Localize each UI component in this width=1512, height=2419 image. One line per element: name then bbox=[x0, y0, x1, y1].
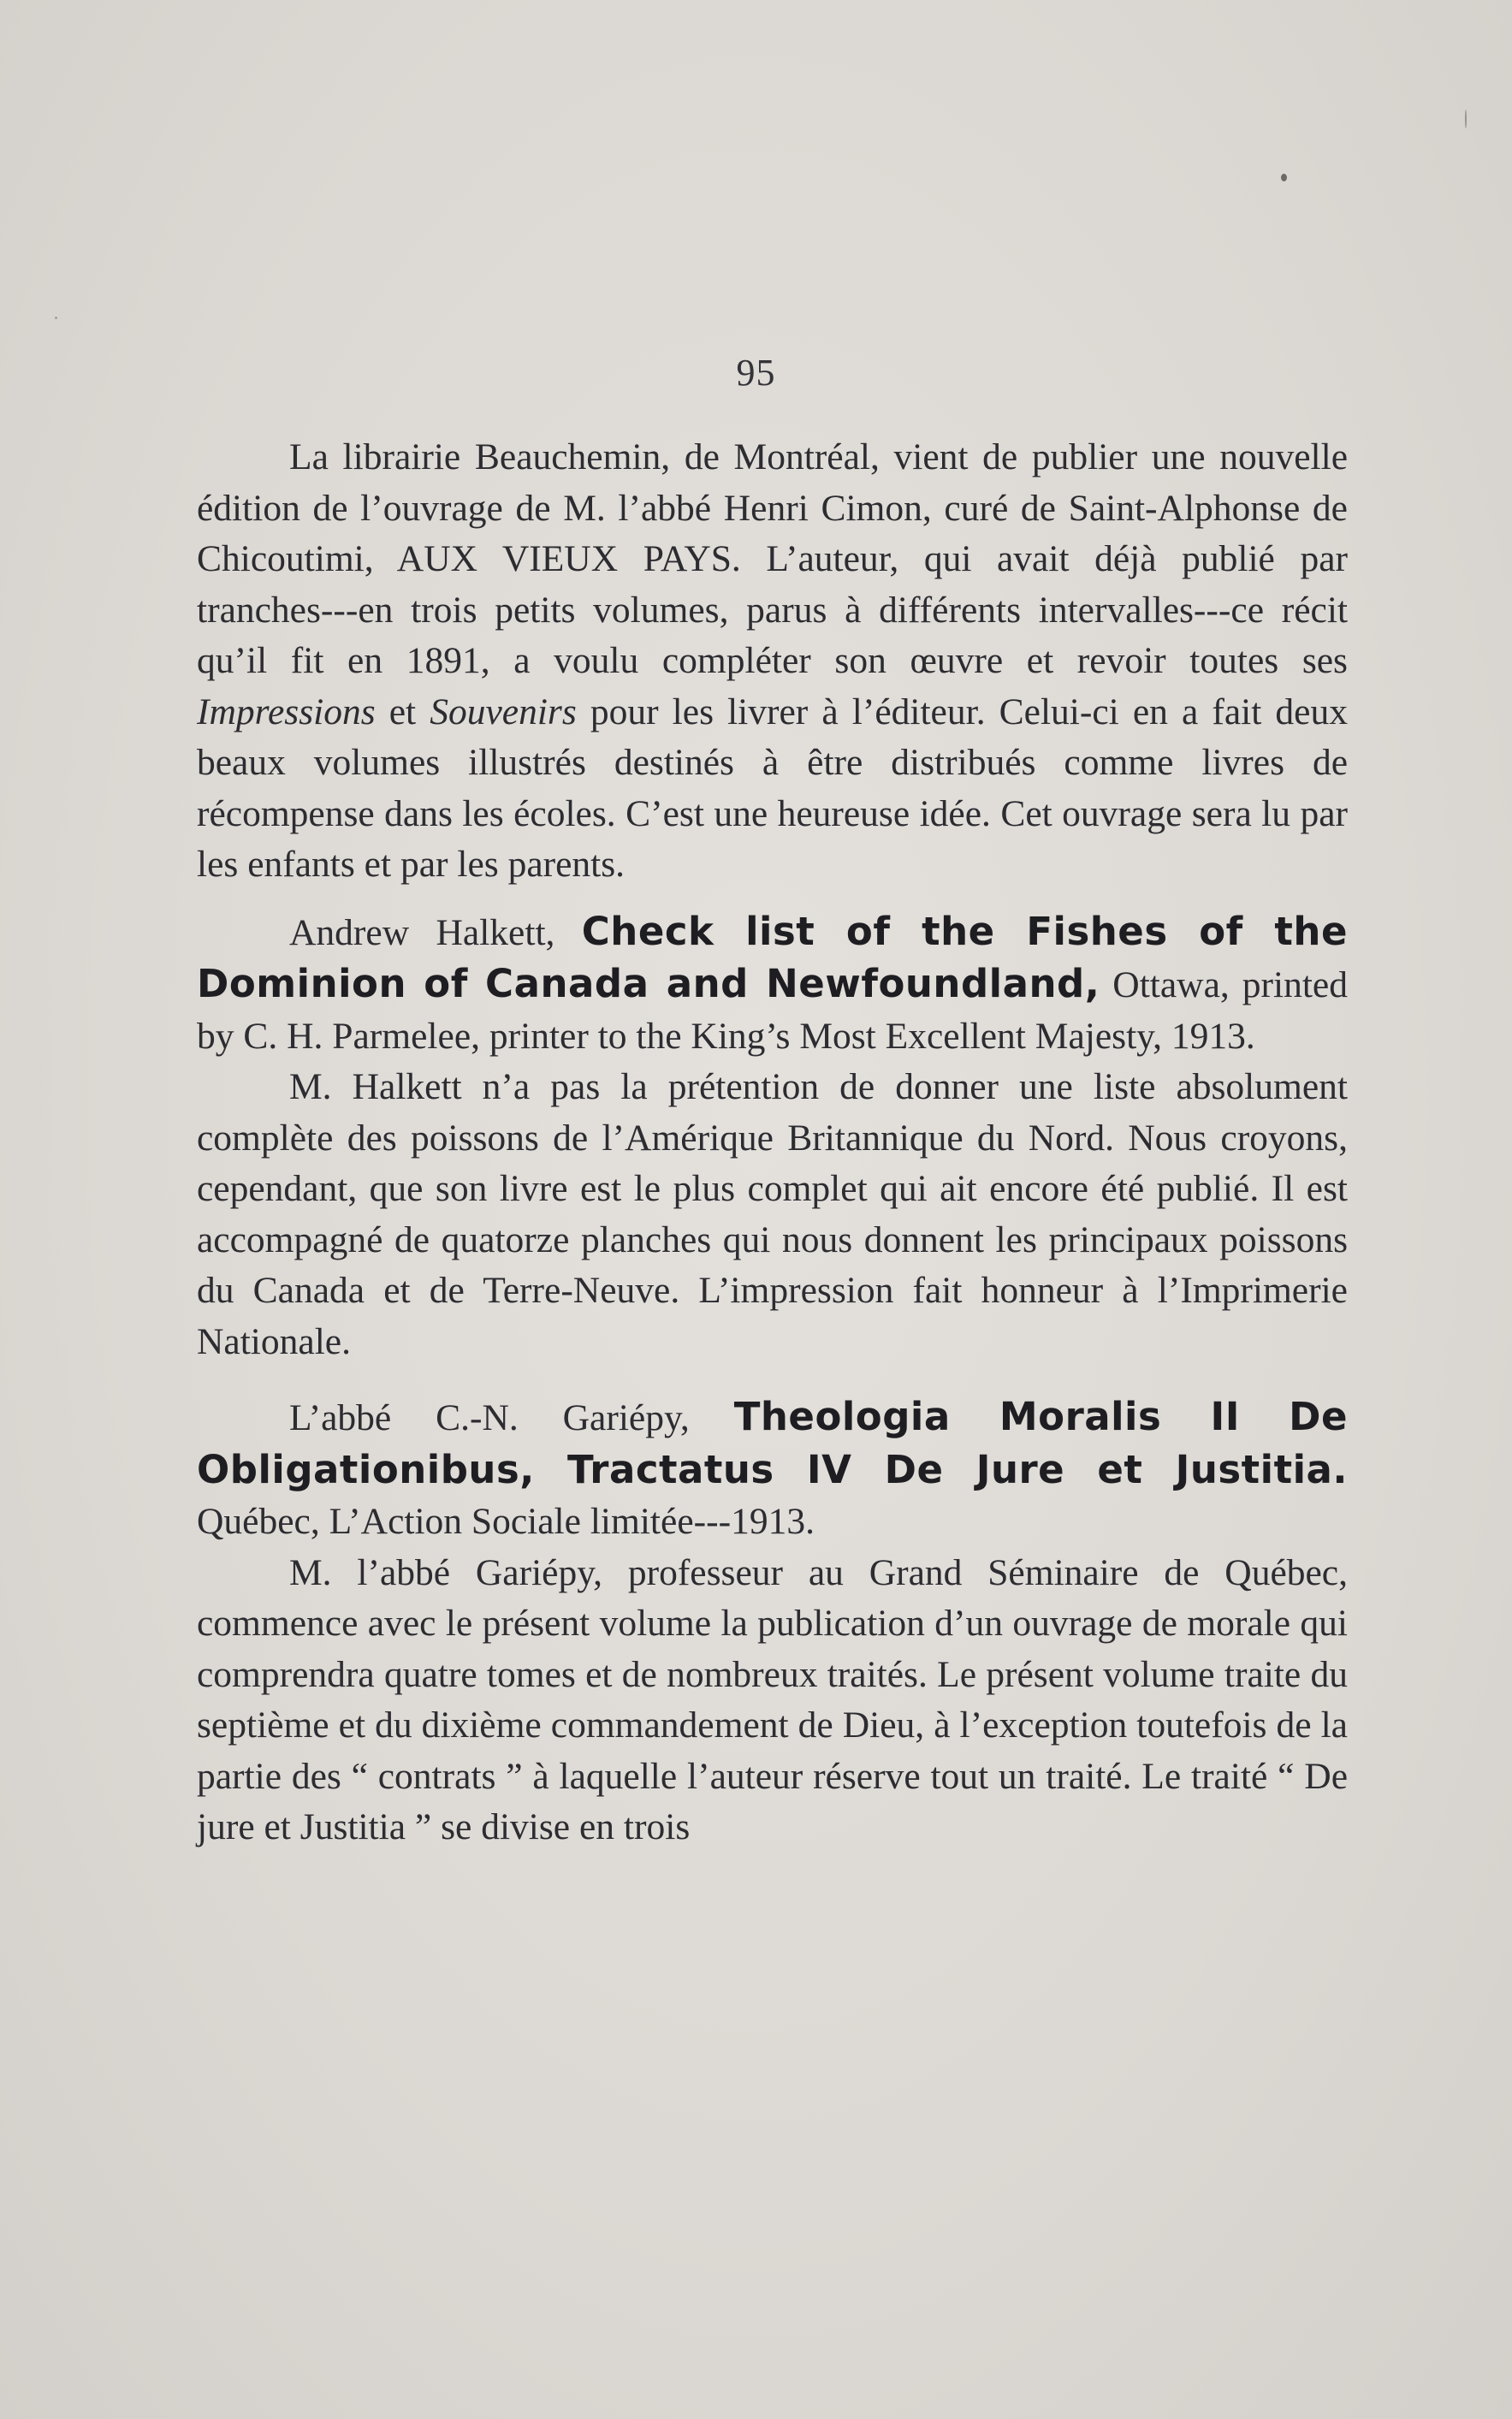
review-text-conjunction: et bbox=[375, 691, 430, 732]
paper-speck bbox=[1281, 174, 1287, 181]
citation-imprint: Québec, L’Action Sociale limitée---1913. bbox=[197, 1501, 815, 1542]
page-body bbox=[197, 432, 1348, 1853]
citation-title: Theologia Moralis II De Obligationibus, Tractatus IV De Jure et Justitia. bbox=[197, 1394, 1349, 1492]
review-beauchemin bbox=[197, 432, 1348, 891]
paper-speck bbox=[1465, 110, 1467, 128]
paper-speck bbox=[55, 317, 57, 319]
citation-imprint: Ottawa, printed by C. H. Parmelee, printer to the King’s Most Excellent Majesty, 1913. bbox=[197, 964, 1348, 1057]
italic-title-impressions: Impressions bbox=[197, 691, 376, 732]
review-text-start: La librairie Beauchemin, de Montréal, vient de publier une nouvelle édition de l’ouvrage de M. l’abbé Henri Cimon, curé de Saint-Alphonse de Chicoutimi, AUX VIEUX PAYS. L’auteur, qui avait déjà publié par tranches---en trois petits volumes, parus à différents intervalles---ce récit qu’il fit en 1891, a voulu compléter son œuvre et revoir toutes ses bbox=[197, 436, 1348, 681]
review-gariepy: M. l’abbé Gariépy, professeur au Grand Séminaire de Québec, commence avec le présent volume la publication d’un ouvrage de morale qui comprendra quatre tomes et de nombreux traités. Le présent volume traite du septième et du dixième commandement de Dieu, à l’exception toutefois de la partie des “ contrats ” à laquelle l’auteur réserve tout un traité. Le traité “ De jure et Justitia ” se divise en trois bbox=[197, 1551, 1348, 1847]
review-text-end: pour les livrer à l’éditeur. Celui-ci en a fait deux beaux volumes illustrés destinés à être distribués comme livres de récompense dans les écoles. C’est une heureuse idée. Cet ouvrage sera lu par les enfants et par les parents. bbox=[197, 691, 1348, 885]
citation-title: Check list of the Fishes of the Dominion of Canada and Newfoundland, bbox=[197, 908, 1348, 1006]
italic-title-souvenirs: Souvenirs bbox=[430, 691, 577, 732]
page-number: 95 bbox=[736, 352, 776, 394]
review-halkett: M. Halkett n’a pas la prétention de donner une liste absolument complète des poissons de l’Amérique Britannique du Nord. Nous croyons, cependant, que son livre est le plus complet qui ait encore été publié. Il est accompagné de quatorze planches qui nous donnent les principaux poissons du Canada et de Terre-Neuve. L’impression fait honneur à l’Imprimerie Nationale. bbox=[197, 1066, 1348, 1362]
citation-author: L’abbé C.-N. Gariépy, bbox=[289, 1397, 734, 1438]
citation-gariepy bbox=[197, 1391, 1348, 1548]
citation-author: Andrew Halkett, bbox=[289, 911, 582, 953]
citation-halkett bbox=[197, 906, 1348, 1063]
